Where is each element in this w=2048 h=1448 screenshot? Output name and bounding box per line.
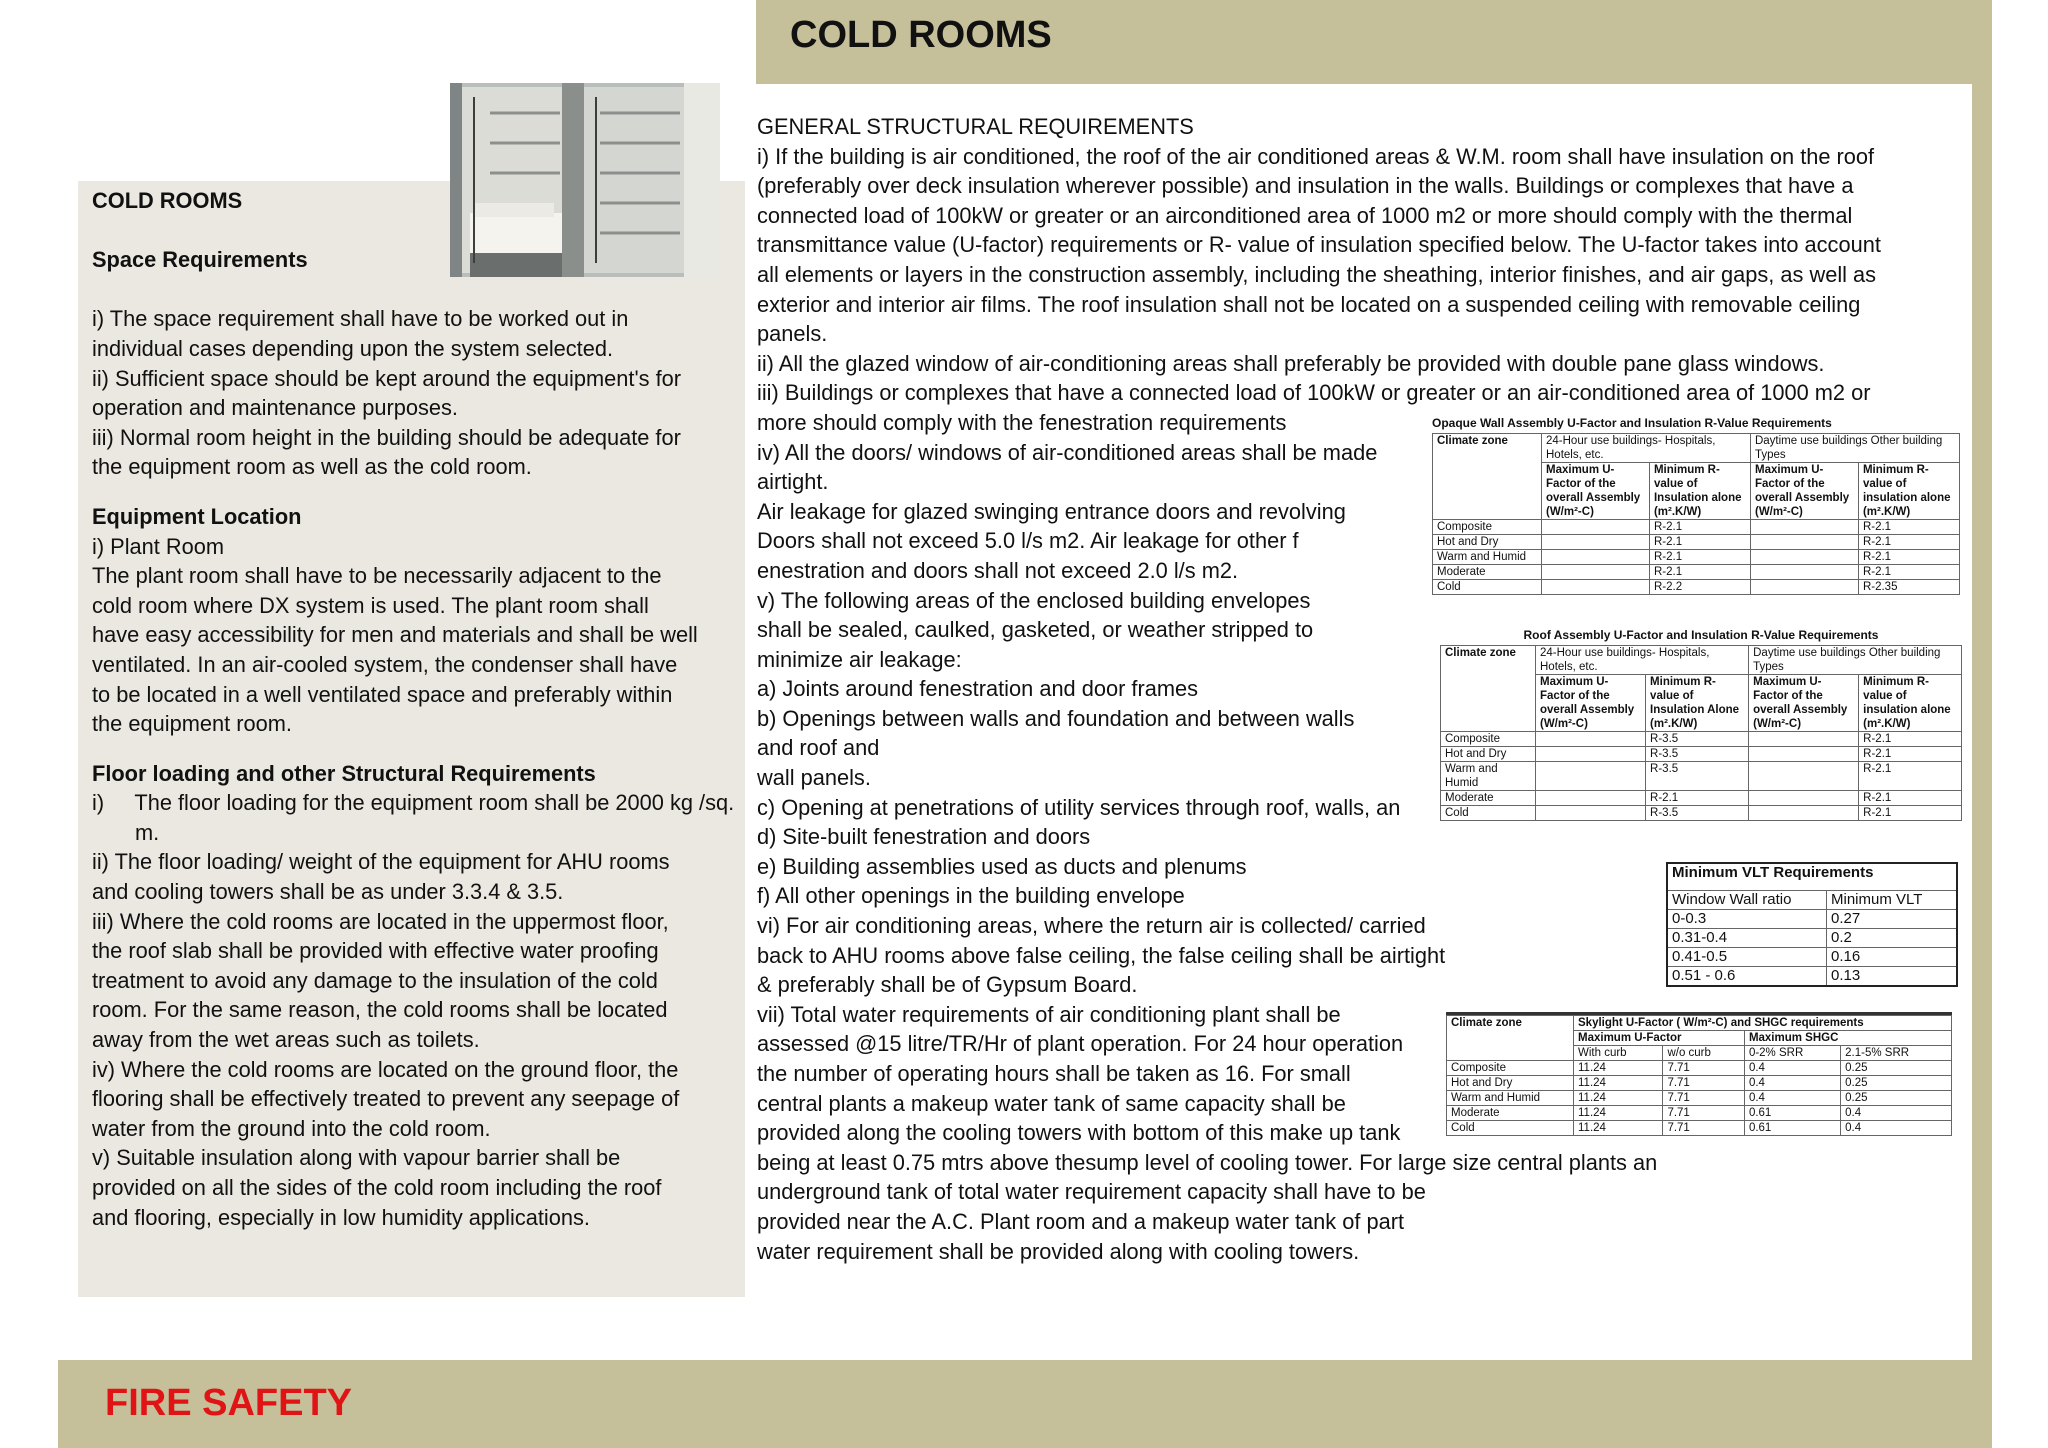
roof-table-caption: Roof Assembly U-Factor and Insulation R-Value Requirements [1523, 628, 1879, 642]
wall-row-zone: Cold [1433, 580, 1542, 595]
vlt-row-vlt: 0.16 [1827, 948, 1958, 967]
sky-row-c: 0.61 [1744, 1121, 1840, 1136]
left-panel-text [92, 186, 742, 1232]
wall-row-r2: R-2.1 [1858, 565, 1959, 580]
roof-row [1441, 806, 1962, 821]
location-line: ventilated. In an air-cooled system, the condenser shall have [92, 651, 678, 677]
roof-h-r: Minimum R-value of Insulation Alone (m².K/W) [1646, 675, 1749, 732]
space-line: individual cases depending upon the system selected. [92, 335, 614, 361]
roof-h-group2: Daytime use buildings Other building Types [1749, 646, 1962, 675]
floor-heading: Floor loading and other Structural Requirements [92, 760, 596, 786]
roof-row-u2 [1749, 747, 1859, 762]
roof-row-u2 [1749, 762, 1859, 791]
roof-row [1441, 762, 1962, 791]
sky-row [1447, 1076, 1952, 1091]
sky-row-c: 0.4 [1744, 1091, 1840, 1106]
vlt-row-vlt: 0.2 [1827, 929, 1958, 948]
wall-row-u1 [1542, 535, 1650, 550]
sky-row-zone: Composite [1447, 1061, 1574, 1076]
location-line: to be located in a well ventilated space and preferably within [92, 681, 673, 707]
wall-row-u1 [1542, 580, 1650, 595]
space-line: ii) Sufficient space should be kept around the equipment's for [92, 365, 682, 391]
roof-h-u: Maximum U-Factor of the overall Assembly (W/m²-C) [1536, 675, 1646, 732]
sky-h-srr1: 0-2% SRR [1744, 1046, 1840, 1061]
wall-row [1433, 535, 1960, 550]
sky-row-d: 0.25 [1841, 1091, 1952, 1106]
roof-h-group1: 24-Hour use buildings- Hospitals, Hotels, etc. [1536, 646, 1749, 675]
roof-row-zone: Moderate [1441, 791, 1536, 806]
sky-row-a: 11.24 [1574, 1091, 1663, 1106]
body-line: connected load of 100kW or greater or an airconditioned area of 1000 m2 or more should comply with the thermal [757, 202, 1853, 228]
roof-row-u2 [1749, 806, 1859, 821]
wall-row [1433, 550, 1960, 565]
body-line: assessed @15 litre/TR/Hr of plant operation. For 24 hour operation [757, 1031, 1404, 1057]
wall-h-u: Maximum U-Factor of the overall Assembly (W/m²-C) [1542, 463, 1650, 520]
location-line: i) Plant Room [92, 533, 225, 559]
body-line: more should comply with the fenestration requirements [757, 409, 1287, 435]
wall-row-r2: R-2.1 [1858, 535, 1959, 550]
roof-row-r2: R-2.1 [1859, 732, 1962, 747]
body-line: and roof and [757, 735, 880, 761]
wall-row-u1 [1542, 550, 1650, 565]
body-line: vii) Total water requirements of air conditioning plant shall be [757, 1001, 1341, 1027]
sky-row-b: 7.71 [1663, 1091, 1745, 1106]
floor-line: away from the wet areas such as toilets. [92, 1027, 480, 1053]
roof-row-zone: Composite [1441, 732, 1536, 747]
body-line: enestration and doors shall not exceed 2.0 l/s m2. [757, 557, 1239, 583]
roof-row [1441, 791, 1962, 806]
body-line: a) Joints around fenestration and door frames [757, 676, 1199, 702]
body-line: provided near the A.C. Plant room and a makeup water tank of part [757, 1208, 1405, 1234]
roof-h-r2: Minimum R-value of insulation alone (m².K/W) [1859, 675, 1962, 732]
vlt-h-min: Minimum VLT [1827, 891, 1958, 910]
wall-row-u1 [1542, 520, 1650, 535]
body-line: provided along the cooling towers with bottom of this make up tank [757, 1120, 1401, 1146]
roof-row-r1: R-2.1 [1646, 791, 1749, 806]
sky-row-d: 0.4 [1841, 1121, 1952, 1136]
wall-row-u2 [1750, 580, 1858, 595]
space-line: the equipment room as well as the cold room. [92, 454, 532, 480]
roof-row-zone: Warm and Humid [1441, 762, 1536, 791]
body-line: all elements or layers in the construction assembly, including the sheathing, interior finishes, and air gaps, as well as [757, 261, 1877, 287]
floor-line: and flooring, especially in low humidity applications. [92, 1204, 590, 1230]
sky-row [1447, 1061, 1952, 1076]
wall-row [1433, 580, 1960, 595]
floor-line: flooring shall be effectively treated to prevent any seepage of [92, 1086, 680, 1112]
floor-item-1: i) The floor loading for the equipment room shall be 2000 kg /sq. m. [92, 790, 735, 845]
vlt-row-vlt: 0.13 [1827, 967, 1958, 987]
location-line: the equipment room. [92, 711, 292, 737]
body-line: back to AHU rooms above false ceiling, the false ceiling shall be airtight [757, 942, 1446, 968]
wall-row-u2 [1750, 565, 1858, 580]
sky-row-d: 0.4 [1841, 1106, 1952, 1121]
roof-h-zone: Climate zone [1441, 646, 1536, 732]
wall-u-factor-table [1432, 416, 1960, 595]
wall-row-r1: R-2.1 [1649, 535, 1750, 550]
roof-row-u1 [1536, 732, 1646, 747]
body-line: ii) All the glazed window of air-conditioning areas shall preferably be provided with double pane glass windows. [757, 350, 1825, 376]
body-line: b) Openings between walls and foundation and between walls [757, 705, 1355, 731]
vlt-row [1667, 967, 1957, 987]
floor-loading-list [92, 847, 742, 1232]
sky-row-zone: Hot and Dry [1447, 1076, 1574, 1091]
floor-line: treatment to avoid any damage to the insulation of the cold [92, 967, 658, 993]
wall-row-u2 [1750, 520, 1858, 535]
wall-row-r2: R-2.1 [1858, 550, 1959, 565]
body-line: (preferably over deck insulation wherever possible) and insulation in the walls. Buildings or complexes that have a [757, 173, 1854, 199]
body-line: the number of operating hours shall be taken as 16. For small [757, 1061, 1351, 1086]
wall-h-r: Minimum R-value of Insulation alone (m².K/W) [1649, 463, 1750, 520]
sky-h-srr2: 2.1-5% SRR [1841, 1046, 1952, 1061]
wall-row-u1 [1542, 565, 1650, 580]
roof-row-r1: R-3.5 [1646, 806, 1749, 821]
roof-row-r2: R-2.1 [1859, 806, 1962, 821]
vlt-row-ratio: 0.31-0.4 [1667, 929, 1827, 948]
body-line: v) The following areas of the enclosed building envelopes [757, 587, 1311, 613]
roof-row-u1 [1536, 762, 1646, 791]
roof-row-r1: R-3.5 [1646, 732, 1749, 747]
sky-row-b: 7.71 [1663, 1061, 1745, 1076]
location-line: have easy accessibility for men and materials and shall be well [92, 622, 698, 648]
location-heading: Equipment Location [92, 503, 302, 529]
floor-line: water from the ground into the cold room. [92, 1115, 491, 1141]
roof-row [1441, 732, 1962, 747]
roof-row-u2 [1749, 732, 1859, 747]
sky-row [1447, 1121, 1952, 1136]
sky-h-curb: With curb [1574, 1046, 1663, 1061]
wall-table-caption: Opaque Wall Assembly U-Factor and Insulation R-Value Requirements [1432, 416, 1832, 430]
vlt-table [1666, 862, 1958, 987]
body-line: shall be sealed, caulked, gasketed, or weather stripped to [757, 617, 1314, 643]
body-line: i) If the building is air conditioned, the roof of the air conditioned areas & W.M. room shall have insulation on the roof [757, 143, 1875, 169]
wall-row [1433, 565, 1960, 580]
wall-row-zone: Hot and Dry [1433, 535, 1542, 550]
sky-h-title: Skylight U-Factor ( W/m²-C) and SHGC requirements [1574, 1016, 1952, 1031]
sky-row-a: 11.24 [1574, 1061, 1663, 1076]
roof-h-u2: Maximum U-Factor of the overall Assembly (W/m²-C) [1749, 675, 1859, 732]
body-line: c) Opening at penetrations of utility services through roof, walls, an [757, 794, 1401, 820]
sky-row-a: 11.24 [1574, 1121, 1663, 1136]
wall-row-zone: Warm and Humid [1433, 550, 1542, 565]
floor-line: room. For the same reason, the cold rooms shall be located [92, 997, 668, 1023]
sky-row-c: 0.4 [1744, 1076, 1840, 1091]
floor-line: provided on all the sides of the cold room including the roof [92, 1175, 662, 1200]
roof-row-u1 [1536, 747, 1646, 762]
skylight-table [1446, 1012, 1952, 1136]
wall-row-zone: Moderate [1433, 565, 1542, 580]
body-line: water requirement shall be provided along with cooling towers. [757, 1238, 1360, 1264]
sky-row-a: 11.24 [1574, 1076, 1663, 1091]
roof-row-zone: Hot and Dry [1441, 747, 1536, 762]
body-line: f) All other openings in the building envelope [757, 883, 1185, 909]
floor-line: the roof slab shall be provided with effective water proofing [92, 938, 659, 964]
sky-row-zone: Moderate [1447, 1106, 1574, 1121]
roof-row-r2: R-2.1 [1859, 791, 1962, 806]
sky-row [1447, 1106, 1952, 1121]
sky-h-shgc: Maximum SHGC [1744, 1031, 1951, 1046]
body-line: Air leakage for glazed swinging entrance doors and revolving [757, 498, 1346, 524]
wall-row-r2: R-2.1 [1858, 520, 1959, 535]
vlt-row [1667, 948, 1957, 967]
roof-row-u1 [1536, 791, 1646, 806]
space-line: i) The space requirement shall have to be worked out in [92, 306, 629, 332]
space-line: operation and maintenance purposes. [92, 395, 458, 421]
location-line: cold room where DX system is used. The plant room shall [92, 592, 649, 618]
body-line: panels. [757, 321, 828, 347]
sky-row-zone: Cold [1447, 1121, 1574, 1136]
body-line: minimize air leakage: [757, 646, 962, 672]
body-line: being at least 0.75 mtrs above thesump level of cooling tower. For large size central plants an [757, 1149, 1658, 1175]
sky-row [1447, 1091, 1952, 1106]
sky-row-c: 0.61 [1744, 1106, 1840, 1121]
wall-row-r1: R-2.1 [1649, 565, 1750, 580]
roof-row-u1 [1536, 806, 1646, 821]
sky-h-nocurb: w/o curb [1663, 1046, 1745, 1061]
body-line: exterior and interior air films. The roof insulation shall not be located on a suspended ceiling with removable ceiling [757, 291, 1861, 317]
wall-row-u2 [1750, 535, 1858, 550]
page-title: COLD ROOMS [790, 14, 1052, 56]
wall-h-group1: 24-Hour use buildings- Hospitals, Hotels, etc. [1542, 434, 1751, 463]
roof-row-r1: R-3.5 [1646, 762, 1749, 791]
floor-line: ii) The floor loading/ weight of the equipment for AHU rooms [92, 849, 670, 875]
sky-row-d: 0.25 [1841, 1076, 1952, 1091]
body-line: d) Site-built fenestration and doors [757, 824, 1091, 850]
vlt-row-ratio: 0.51 - 0.6 [1667, 967, 1827, 987]
cold-room-photo [450, 83, 720, 277]
body-line: iv) All the doors/ windows of air-conditioned areas shall be made [757, 439, 1378, 465]
body-line: central plants a makeup water tank of same capacity shall be [757, 1090, 1346, 1116]
vlt-row [1667, 910, 1957, 929]
body-line: GENERAL STRUCTURAL REQUIREMENTS [757, 114, 1194, 139]
vlt-row-vlt: 0.27 [1827, 910, 1958, 929]
vlt-row-ratio: 0-0.3 [1667, 910, 1827, 929]
floor-line: v) Suitable insulation along with vapour barrier shall be [92, 1145, 621, 1171]
floor-line: iii) Where the cold rooms are located in the uppermost floor, [92, 908, 669, 934]
sky-row-b: 7.71 [1663, 1121, 1745, 1136]
sky-row-zone: Warm and Humid [1447, 1091, 1574, 1106]
body-line: e) Building assemblies used as ducts and plenums [757, 853, 1247, 879]
wall-row-r1: R-2.2 [1649, 580, 1750, 595]
location-line: The plant room shall have to be necessarily adjacent to the [92, 563, 662, 589]
body-line: iii) Buildings or complexes that have a connected load of 100kW or greater or an air-conditioned area of 1000 m2 or [757, 380, 1871, 406]
space-line: iii) Normal room height in the building should be adequate for [92, 424, 681, 450]
sky-row-d: 0.25 [1841, 1061, 1952, 1076]
vlt-row-ratio: 0.41-0.5 [1667, 948, 1827, 967]
wall-row-r1: R-2.1 [1649, 550, 1750, 565]
wall-row [1433, 520, 1960, 535]
body-line: Doors shall not exceed 5.0 l/s m2. Air leakage for other f [757, 528, 1299, 554]
body-line: & preferably shall be of Gypsum Board. [757, 972, 1138, 998]
left-title: COLD ROOMS [92, 188, 243, 213]
body-line: vi) For air conditioning areas, where the return air is collected/ carried [757, 913, 1426, 939]
sky-row-c: 0.4 [1744, 1061, 1840, 1076]
roof-row-zone: Cold [1441, 806, 1536, 821]
wall-row-r1: R-2.1 [1649, 520, 1750, 535]
space-heading: Space Requirements [92, 247, 308, 273]
roof-row-u2 [1749, 791, 1859, 806]
body-line: transmittance value (U-factor) requirements or R- value of insulation specified below. The U-factor takes into account [757, 232, 1881, 258]
body-line: airtight. [757, 469, 829, 495]
vlt-h-ratio: Window Wall ratio [1667, 891, 1827, 910]
vlt-caption: Minimum VLT Requirements [1667, 863, 1957, 891]
sky-row-a: 11.24 [1574, 1106, 1663, 1121]
roof-u-factor-table [1440, 628, 1962, 821]
sky-h-u: Maximum U-Factor [1574, 1031, 1745, 1046]
wall-h-zone: Climate zone [1433, 434, 1542, 520]
floor-line: iv) Where the cold rooms are located on the ground floor, the [92, 1056, 679, 1082]
wall-row-r2: R-2.35 [1858, 580, 1959, 595]
footer-title: FIRE SAFETY [105, 1382, 353, 1424]
roof-row-r1: R-3.5 [1646, 747, 1749, 762]
wall-h-u2: Maximum U-Factor of the overall Assembly (W/m²-C) [1750, 463, 1858, 520]
equipment-location-list [92, 532, 742, 739]
space-requirements-list [92, 304, 742, 482]
sky-row-b: 7.71 [1663, 1106, 1745, 1121]
wall-h-group2: Daytime use buildings Other building Types [1750, 434, 1959, 463]
body-line: wall panels. [757, 765, 871, 791]
floor-line: and cooling towers shall be as under 3.3.4 & 3.5. [92, 879, 564, 905]
roof-row-r2: R-2.1 [1859, 747, 1962, 762]
wall-h-r2: Minimum R-value of insulation alone (m².K/W) [1858, 463, 1959, 520]
wall-row-zone: Composite [1433, 520, 1542, 535]
roof-row [1441, 747, 1962, 762]
body-line: underground tank of total water requirement capacity shall have to be [757, 1179, 1426, 1205]
vlt-row [1667, 929, 1957, 948]
wall-row-u2 [1750, 550, 1858, 565]
sky-h-zone: Climate zone [1447, 1016, 1574, 1061]
roof-row-r2: R-2.1 [1859, 762, 1962, 791]
sky-row-b: 7.71 [1663, 1076, 1745, 1091]
